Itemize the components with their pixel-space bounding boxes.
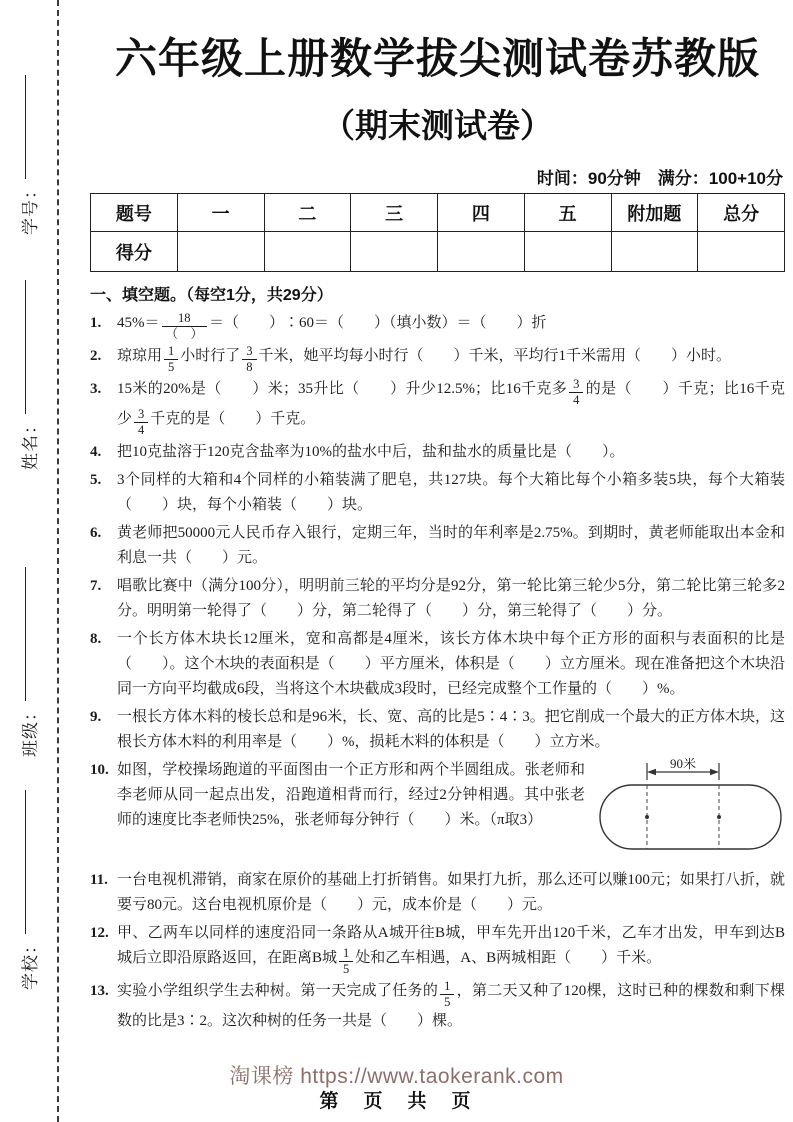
track-diagram (597, 758, 785, 861)
score-empty-cell (698, 232, 785, 272)
question-12 (90, 921, 785, 976)
question-number: 9. (90, 709, 102, 725)
question-text: 一根长方体木料的棱长总和是96米，长、宽、高的比是5∶4∶3。把它削成一个最大的正方体木块，这根长方体木料的利用率是（ ）%，损耗木料的体积是（ ）立方米。 (117, 709, 785, 750)
score-header-cell: 五 (524, 194, 611, 232)
score-empty-cell (524, 232, 611, 272)
question-text: 一台电视机滞销，商家在原价的基础上打折销售。如果打九折，那么还可以赚100元；如果打八折，就要亏80元。这台电视机原价是（ ）元，成本价是（ ）元。 (117, 872, 785, 913)
score-header-cell: 二 (264, 194, 351, 232)
page-footer: 第 页 共 页 (319, 1091, 474, 1112)
question-text: 甲、乙两车以同样的速度沿同一条路从A城开往B城，甲车先开出120千米，乙车才出发，甲车到达B城后立即沿原路返回，在距离B城 $\frac{1}{5}$ 处和乙车相遇，A、B两城相距（ ）千米。 (117, 925, 785, 976)
score-table-score-row (91, 232, 785, 272)
fraction: $\frac{1}{5}$ (440, 979, 454, 1009)
question-10 (90, 758, 785, 865)
question-7 (90, 574, 785, 624)
student-id-blank-line (25, 75, 26, 179)
class-blank-line (25, 567, 26, 701)
score-header-cell: 总分 (698, 194, 785, 232)
watermark-text: 淘课榜 https://www.taokerank.com (229, 1065, 564, 1088)
school-label: 学校： (20, 936, 40, 990)
question-2 (90, 344, 785, 374)
score-empty-cell (351, 232, 438, 272)
question-text: 一个长方体木块长12厘米，宽和高都是4厘米，该长方体木块中每个正方形的面积与表面积的比是（ ）。这个木块的表面积是（ ）平方厘米，体积是（ ）立方厘米。现在准备把这个木块沿同一方向平均截成6段，当将这个木块截成3段时，已经完成整个工作量的（ ）%。 (117, 631, 785, 697)
question-8 (90, 627, 785, 702)
question-number: 7. (90, 578, 102, 594)
class-label: 班级： (20, 703, 40, 757)
main-content (90, 0, 785, 1037)
question-text: 琼琼用 $\frac{1}{5}$ 小时行了 $\frac{3}{8}$ 千米，她平均每小时行（ ）千米，平均行1千米需用（ ）小时。 (117, 344, 732, 374)
question-text: 45%＝ $\frac{18}{( )}$ ＝（ ）∶60＝（ ）（填小数）＝（ ）折 (117, 311, 547, 341)
fraction: $\frac{1}{5}$ (164, 344, 178, 374)
fraction: $\frac{18}{( )}$ (162, 311, 208, 341)
score-header-cell: 一 (177, 194, 264, 232)
question-text: 3个同样的大箱和4个同样的小箱装满了肥皂，共127块。每个大箱比每个小箱多装5块，每个大箱装（ ）块，每个小箱装（ ）块。 (117, 472, 785, 513)
question-number: 2. (90, 348, 102, 364)
class-field (18, 567, 38, 757)
section-one-heading: 一、填空题。（每空1分，共29分） (90, 287, 333, 304)
score-table (90, 193, 785, 272)
question-number: 3. (90, 381, 102, 397)
question-13 (90, 979, 785, 1034)
question-text: 把10克盐溶于120克含盐率为10%的盐水中后，盐和盐水的质量比是（ ）。 (117, 444, 625, 460)
question-text: 黄老师把50000元人民币存入银行，定期三年，当时的年利率是2.75%。到期时，黄老师能取出本金和利息一共（ ）元。 (117, 525, 785, 566)
score-header-cell: 题号 (91, 194, 178, 232)
student-name-blank-line (25, 280, 26, 414)
student-name-label: 姓名： (20, 416, 40, 470)
question-5 (90, 468, 785, 518)
score-empty-cell (438, 232, 525, 272)
score-header-cell: 三 (351, 194, 438, 232)
score-header-cell: 附加题 (611, 194, 698, 232)
fraction: $\frac{3}{4}$ (134, 407, 148, 437)
page-subtitle: （期末测试卷） (322, 107, 553, 144)
question-number: 1. (90, 315, 102, 331)
question-4 (90, 440, 785, 465)
score-empty-cell (611, 232, 698, 272)
question-3 (90, 377, 785, 437)
question-number: 12. (90, 925, 109, 941)
seal-dashed-line (57, 0, 59, 1122)
track-dimension-label: 90米 (669, 758, 697, 771)
question-9 (90, 705, 785, 755)
question-1 (90, 311, 785, 341)
score-table-header-row (91, 194, 785, 232)
question-number: 4. (90, 444, 102, 460)
page-title: 六年级上册数学拔尖测试卷苏教版 (114, 35, 760, 82)
question-11 (90, 868, 785, 918)
question-text: 实验小学组织学生去种树。第一天完成了任务的 $\frac{1}{5}$ ，第二天又种了120棵，这时已种的棵数和剩下棵数的比是3∶2。这次种树的任务一共是（ ）棵。 (117, 979, 785, 1029)
question-number: 11. (90, 872, 108, 888)
question-text: 唱歌比赛中（满分100分），明明前三轮的平均分是92分，第一轮比第三轮少5分，第二轮比第三轮多2分。明明第一轮得了（ ）分，第二轮得了（ ）分，第三轮得了（ ）分。 (117, 578, 785, 619)
score-row-label: 得分 (91, 232, 178, 272)
exam-time-score-info: 时间：90分钟 满分：100+10分 (536, 169, 783, 188)
student-name-field (18, 280, 38, 470)
question-6 (90, 521, 785, 571)
fraction: $\frac{1}{5}$ (339, 946, 353, 976)
student-id-label: 学号： (20, 181, 40, 235)
school-blank-line (25, 790, 26, 934)
school-field (18, 790, 38, 990)
score-empty-cell (264, 232, 351, 272)
question-text: 15米的20%是（ ）米；35升比（ ）升少12.5%；比16千克多 $\frac{3}{4}$ 的是（ ）千克；比16千克少 $\frac{3}{4}$ 千克的是（ ）千克。 (117, 377, 785, 437)
score-empty-cell (177, 232, 264, 272)
student-id-field (18, 75, 38, 235)
question-text: 90米 如图，学校操场跑道的平面图由一个正方形和两个半圆组成。张老师和李老师从同一起点出发，沿跑道相背而行，经过2分钟相遇。其中张老师的速度比李老师快25%，张老师每分钟行（ ）米。（π取3） (117, 758, 785, 865)
questions-list (90, 311, 785, 1034)
fraction: $\frac{3}{8}$ (242, 344, 256, 374)
score-header-cell: 四 (438, 194, 525, 232)
question-number: 10. (90, 762, 109, 778)
question-number: 8. (90, 631, 102, 647)
question-number: 5. (90, 472, 102, 488)
fraction: $\frac{3}{4}$ (569, 377, 583, 407)
question-number: 13. (90, 983, 109, 999)
question-number: 6. (90, 525, 102, 541)
